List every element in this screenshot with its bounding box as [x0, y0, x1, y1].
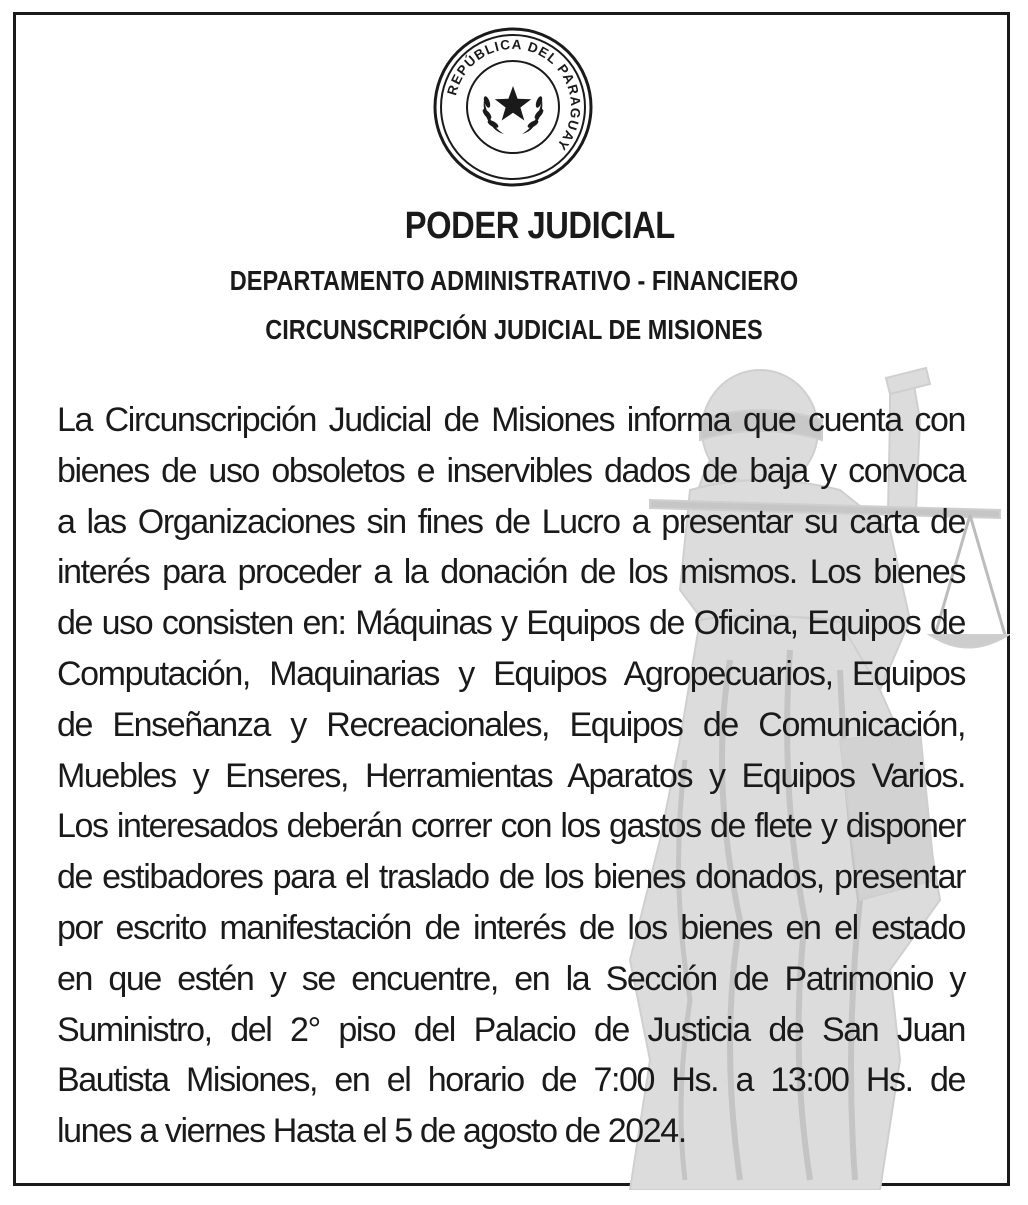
republic-seal [432, 26, 594, 188]
notice-line: de Enseñanza y Recreacionales, Equipos de Comunicación, [57, 705, 965, 744]
notice-body [57, 395, 965, 1157]
notice-line: lunes a viernes Hasta el 5 de agosto de 2024. [57, 1112, 686, 1151]
notice-line: por escrito manifestación de interés de los bienes en el estado [57, 908, 965, 947]
notice-line: de estibadores para el traslado de los bienes donados, presentar [57, 858, 965, 897]
notice-line: Muebles y Enseres, Herramientas Aparatos y Equipos Varios. [57, 756, 965, 795]
notice-line: Suministro, del 2° piso del Palacio de Justicia de San Juan [57, 1010, 965, 1049]
notice-line: Los interesados deberán correr con los gastos de flete y disponer [57, 807, 965, 846]
notice-line: La Circunscripción Judicial de Misiones informa que cuenta con [57, 401, 965, 439]
seal-ring-text: REPÚBLICA DEL PARAGUAY [444, 36, 584, 154]
notice-line: Bautista Misiones, en el horario de 7:00 Hs. a 13:00 Hs. de [57, 1061, 965, 1100]
notice-line: bienes de uso obsoletos e inservibles dados de baja y convoca [57, 451, 965, 490]
notice-line: en que estén y se encuentre, en la Sección de Patrimonio y [57, 959, 965, 998]
notice-line: Computación, Maquinarias y Equipos Agropecuarios, Equipos [57, 654, 965, 693]
department-subtitle: DEPARTAMENTO ADMINISTRATIVO - FINANCIERO [229, 265, 799, 296]
notice-line: a las Organizaciones sin fines de Lucro a presentar su carta de [57, 502, 965, 541]
page-title: PODER JUDICIAL [404, 205, 675, 247]
notice-line: de uso consisten en: Máquinas y Equipos de Oficina, Equipos de [57, 604, 965, 643]
notice-line: interés para proceder a la donación de los mismos. Los bienes [57, 553, 965, 592]
jurisdiction-subtitle: CIRCUNSCRIPCIÓN JUDICIAL DE MISIONES [265, 314, 763, 345]
